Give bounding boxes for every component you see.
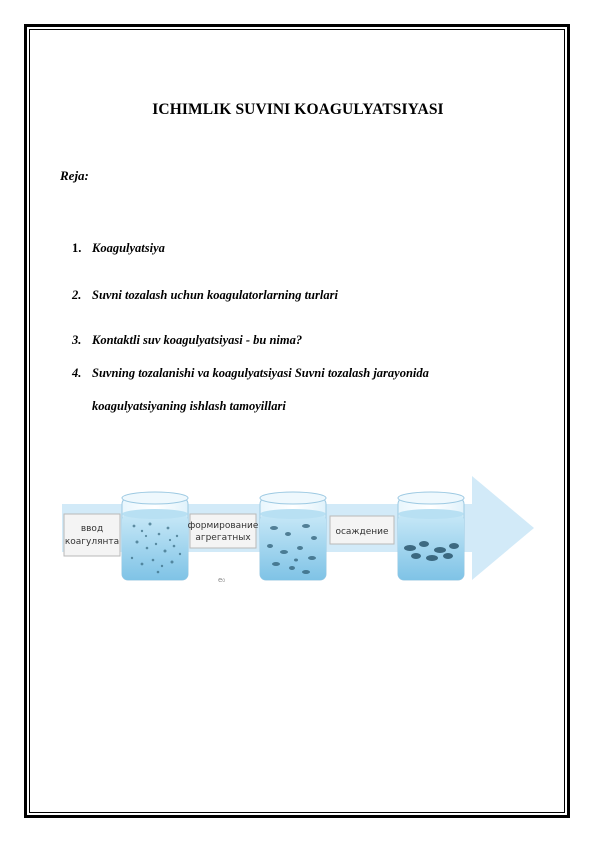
toc-item-number: 4.: [72, 366, 82, 380]
toc-item-4: [72, 366, 429, 381]
step1-label-line1: ввод: [80, 524, 104, 534]
step3-label: осаждение: [335, 527, 389, 537]
toc-item-text: Suvni tozalash uchun koagulatorlarning turlari: [92, 288, 338, 302]
stray-mark: e₀: [218, 576, 226, 584]
toc-item-4-continuation: koagulyatsiyaning ishlash tamoyillari: [92, 399, 286, 413]
toc-item-3: [72, 333, 302, 348]
toc-item-text: Kontaktli suv koagulyatsiyasi - bu nima?: [92, 333, 303, 347]
beaker-1-icon: [122, 492, 188, 580]
step2-label-line2: агрегатных: [195, 533, 251, 543]
toc-item-text: Koagulyatsiya: [92, 241, 165, 255]
step1-box: [64, 514, 120, 556]
toc-item-number: 2.: [72, 288, 82, 302]
step2-label-line1: формирование: [187, 521, 259, 531]
toc-item-number: 3.: [72, 333, 82, 347]
toc-item-1: [72, 241, 165, 256]
document-title: ICHIMLIK SUVINI KOAGULYATSIYASI: [152, 101, 444, 118]
toc-item-number: 1.: [72, 241, 82, 255]
toc-item-2: [72, 288, 338, 303]
page-border-inner: [29, 29, 565, 813]
toc-item-text: Suvning tozalanishi va koagulyatsiyasi Suvni tozalash jarayonida: [92, 366, 429, 380]
step1-label-line2: коагулянта: [64, 537, 120, 547]
beaker-3-icon: [398, 492, 464, 580]
coagulation-diagram: [62, 476, 536, 588]
plan-label: Reja:: [60, 168, 89, 183]
beaker-2-icon: [260, 492, 326, 580]
